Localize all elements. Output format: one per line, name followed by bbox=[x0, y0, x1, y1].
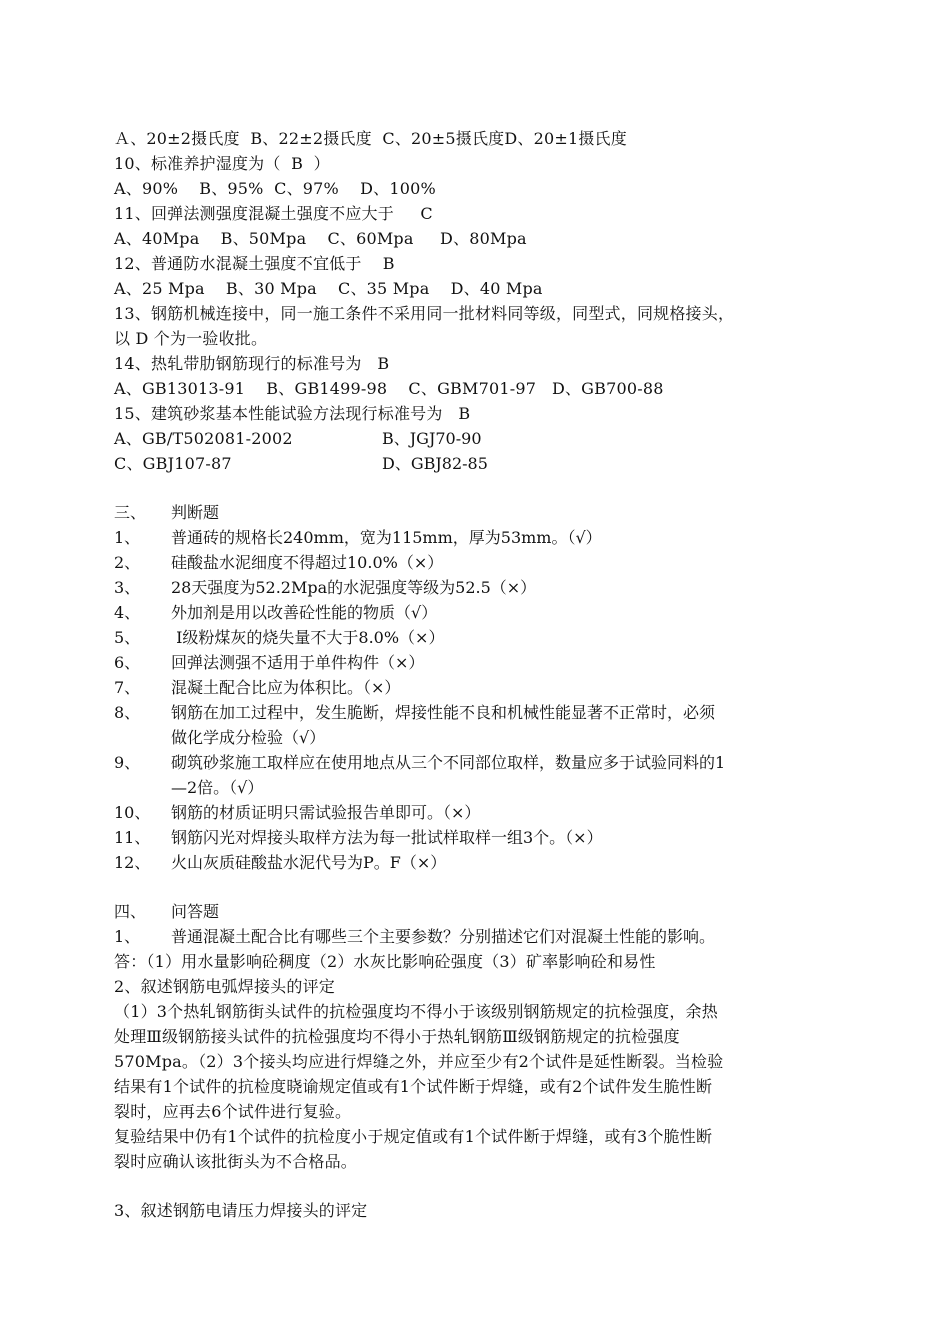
q15-option-c: C、GBJ107-87 bbox=[114, 454, 232, 473]
q15-option-a: A、GB/T502081-2002 bbox=[114, 429, 293, 448]
judge-item-text: 外加剂是用以改善砼性能的物质（√） bbox=[171, 603, 438, 622]
qa2-answer-line7: 裂时应确认该批街头为不合格品。 bbox=[114, 1152, 358, 1171]
judge-item-number: 8、 bbox=[114, 703, 141, 722]
section4-number: 四、 bbox=[114, 902, 147, 921]
q12-options: A、25 Mpa B、30 Mpa C、35 Mpa D、40 Mpa bbox=[114, 279, 543, 298]
section4-title: 问答题 bbox=[171, 902, 220, 921]
q10-options: A、90% B、95% C、97% D、100% bbox=[114, 179, 436, 198]
judge-item-text: 28天强度为52.2Mpa的水泥强度等级为52.5（×） bbox=[171, 578, 537, 597]
judge-item-text: 钢筋的材质证明只需试验报告单即可。（×） bbox=[171, 803, 481, 822]
q9-options: Ａ、20±2摄氏度 B、22±2摄氏度 C、20±5摄氏度D、20±1摄氏度 bbox=[114, 129, 627, 148]
qa2-answer-line4: 结果有1个试件的抗检度晓谕规定值或有1个试件断于焊缝，或有2个试件发生脆性断 bbox=[114, 1077, 713, 1096]
judge-item-number: 12、 bbox=[114, 853, 151, 872]
judge-item-number: 7、 bbox=[114, 678, 141, 697]
judge-item-text: 普通砖的规格长240mm，宽为115mm，厚为53mm。（√） bbox=[171, 528, 602, 547]
judge-item-text: 硅酸盐水泥细度不得超过10.0%（×） bbox=[171, 553, 444, 572]
qa1-question: 普通混凝土配合比有哪些三个主要参数？分别描述它们对混凝土性能的影响。 bbox=[171, 927, 716, 946]
judge-item-number: 11、 bbox=[114, 828, 151, 847]
qa2-answer-line3: 570Mpa。（2）3个接头均应进行焊缝之外，并应至少有2个试件是延性断裂。当检验 bbox=[114, 1052, 724, 1071]
q15-text: 15、建筑砂浆基本性能试验方法现行标准号为 B bbox=[114, 404, 471, 423]
judge-item-text-continued: —2倍。（√） bbox=[171, 778, 264, 797]
q10-text: 10、标准养护湿度为（ B ） bbox=[114, 154, 330, 173]
qa2-answer-line1: （1）3个热轧钢筋街头试件的抗检强度均不得小于该级别钢筋规定的抗检强度，余热 bbox=[114, 1002, 718, 1021]
qa1-answer: 答：（1）用水量影响砼稠度（2）水灰比影响砼强度（3）矿率影响砼和易性 bbox=[114, 952, 656, 971]
judge-item-text: 混凝土配合比应为体积比。（×） bbox=[171, 678, 401, 697]
judge-item-text-continued: 做化学成分检验（√） bbox=[171, 728, 326, 747]
judge-item-number: 5、 bbox=[114, 628, 141, 647]
q15-option-b: B、JGJ70-90 bbox=[382, 429, 482, 448]
judge-item-number: 10、 bbox=[114, 803, 151, 822]
judge-item-number: 4、 bbox=[114, 603, 141, 622]
judge-item-number: 1、 bbox=[114, 528, 141, 547]
judge-item-number: 3、 bbox=[114, 578, 141, 597]
qa2-question: 2、叙述钢筋电弧焊接头的评定 bbox=[114, 977, 335, 996]
judge-item-text: 钢筋在加工过程中，发生脆断，焊接性能不良和机械性能显著不正常时，必须 bbox=[171, 703, 716, 722]
q14-text: 14、热轧带肋钢筋现行的标准号为 B bbox=[114, 354, 390, 373]
judge-item-number: 6、 bbox=[114, 653, 141, 672]
judge-item-text: Ⅰ级粉煤灰的烧失量不大于8.0%（×） bbox=[171, 628, 445, 647]
judge-item-text: 砌筑砂浆施工取样应在使用地点从三个不同部位取样，数量应多于试验同料的1 bbox=[171, 753, 726, 772]
section3-title: 判断题 bbox=[171, 503, 220, 522]
qa2-answer-line5: 裂时，应再去6个试件进行复验。 bbox=[114, 1102, 352, 1121]
qa3-question: 3、叙述钢筋电请压力焊接头的评定 bbox=[114, 1201, 368, 1220]
q13-text-line2: 以 D 个为一验收批。 bbox=[114, 329, 268, 348]
judge-item-number: 2、 bbox=[114, 553, 141, 572]
section3-number: 三、 bbox=[114, 503, 147, 522]
q11-options: A、40Mpa B、50Mpa C、60Mpa D、80Mpa bbox=[114, 229, 527, 248]
q14-options: A、GB13013-91 B、GB1499-98 C、GBM701-97 D、GB700-88 bbox=[114, 379, 664, 398]
q12-text: 12、普通防水混凝土强度不宜低于 B bbox=[114, 254, 395, 273]
judge-item-text: 回弹法测强不适用于单件构件（×） bbox=[171, 653, 425, 672]
qa1-number: 1、 bbox=[114, 927, 141, 946]
qa2-answer-line2: 处理Ⅲ级钢筋接头试件的抗检强度均不得小于热轧钢筋Ⅲ级钢筋规定的抗检强度 bbox=[114, 1027, 680, 1046]
q11-text: 11、回弹法测强度混凝土强度不应大于 C bbox=[114, 204, 433, 223]
judge-item-text: 火山灰质硅酸盐水泥代号为P。F（×） bbox=[171, 853, 447, 872]
judge-item-text: 钢筋闪光对焊接头取样方法为每一批试样取样一组3个。（×） bbox=[171, 828, 603, 847]
q15-option-d: D、GBJ82-85 bbox=[382, 454, 488, 473]
qa2-answer-line6: 复验结果中仍有1个试件的抗检度小于规定值或有1个试件断于焊缝，或有3个脆性断 bbox=[114, 1127, 713, 1146]
judge-item-number: 9、 bbox=[114, 753, 141, 772]
q13-text-line1: 13、钢筋机械连接中，同一施工条件不采用同一批材料同等级，同型式，同规格接头， bbox=[114, 304, 735, 323]
